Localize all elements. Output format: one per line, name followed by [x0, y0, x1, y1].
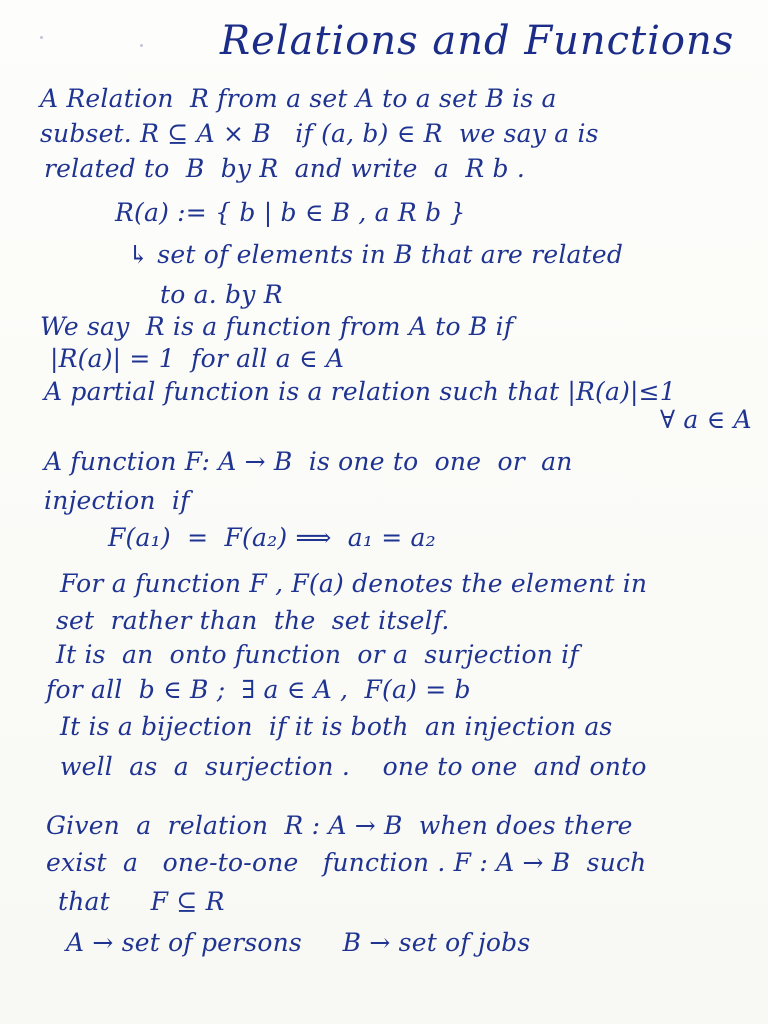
text-line: that F ⊆ R: [58, 887, 225, 916]
text-line: It is a bijection if it is both an injection as: [60, 712, 613, 741]
paper-speck: [40, 36, 43, 39]
text-line: related to B by R and write a R b .: [44, 154, 525, 183]
text-line: We say R is a function from A to B if: [40, 312, 514, 341]
text-line: |R(a)| = 1 for all a ∈ A: [50, 344, 345, 373]
text-line: set rather than the set itself.: [56, 606, 450, 635]
text-line: injection if: [44, 486, 190, 515]
text-line: exist a one-to-one function . F : A → B such: [46, 848, 647, 877]
page-title: Relations and Functions: [220, 18, 735, 64]
text-line: A partial function is a relation such that |R(a)|≤1: [44, 377, 676, 406]
text-line: ↳ set of elements in B that are related: [128, 240, 624, 269]
text-line: to a. by R: [160, 280, 283, 309]
text-line: A → set of persons B → set of jobs: [66, 928, 531, 957]
text-line: F(a₁) = F(a₂) ⟹ a₁ = a₂: [108, 523, 436, 552]
paper-speck: [140, 44, 143, 47]
text-line: It is an onto function or a surjection if: [56, 640, 579, 669]
text-line: Given a relation R : A → B when does there: [46, 811, 633, 840]
text-line: subset. R ⊆ A × B if (a, b) ∈ R we say a is: [40, 119, 599, 148]
text-line: well as a surjection . one to one and onto: [60, 752, 647, 781]
text-line: ∀ a ∈ A: [660, 405, 752, 434]
text-line: A function F: A → B is one to one or an: [44, 447, 573, 476]
text-line: R(a) := { b | b ∈ B , a R b }: [115, 198, 466, 227]
text-line: for all b ∈ B ; ∃ a ∈ A , F(a) = b: [46, 675, 471, 704]
text-line: A Relation R from a set A to a set B is a: [40, 84, 557, 113]
text-line: For a function F , F(a) denotes the element in: [60, 569, 648, 598]
